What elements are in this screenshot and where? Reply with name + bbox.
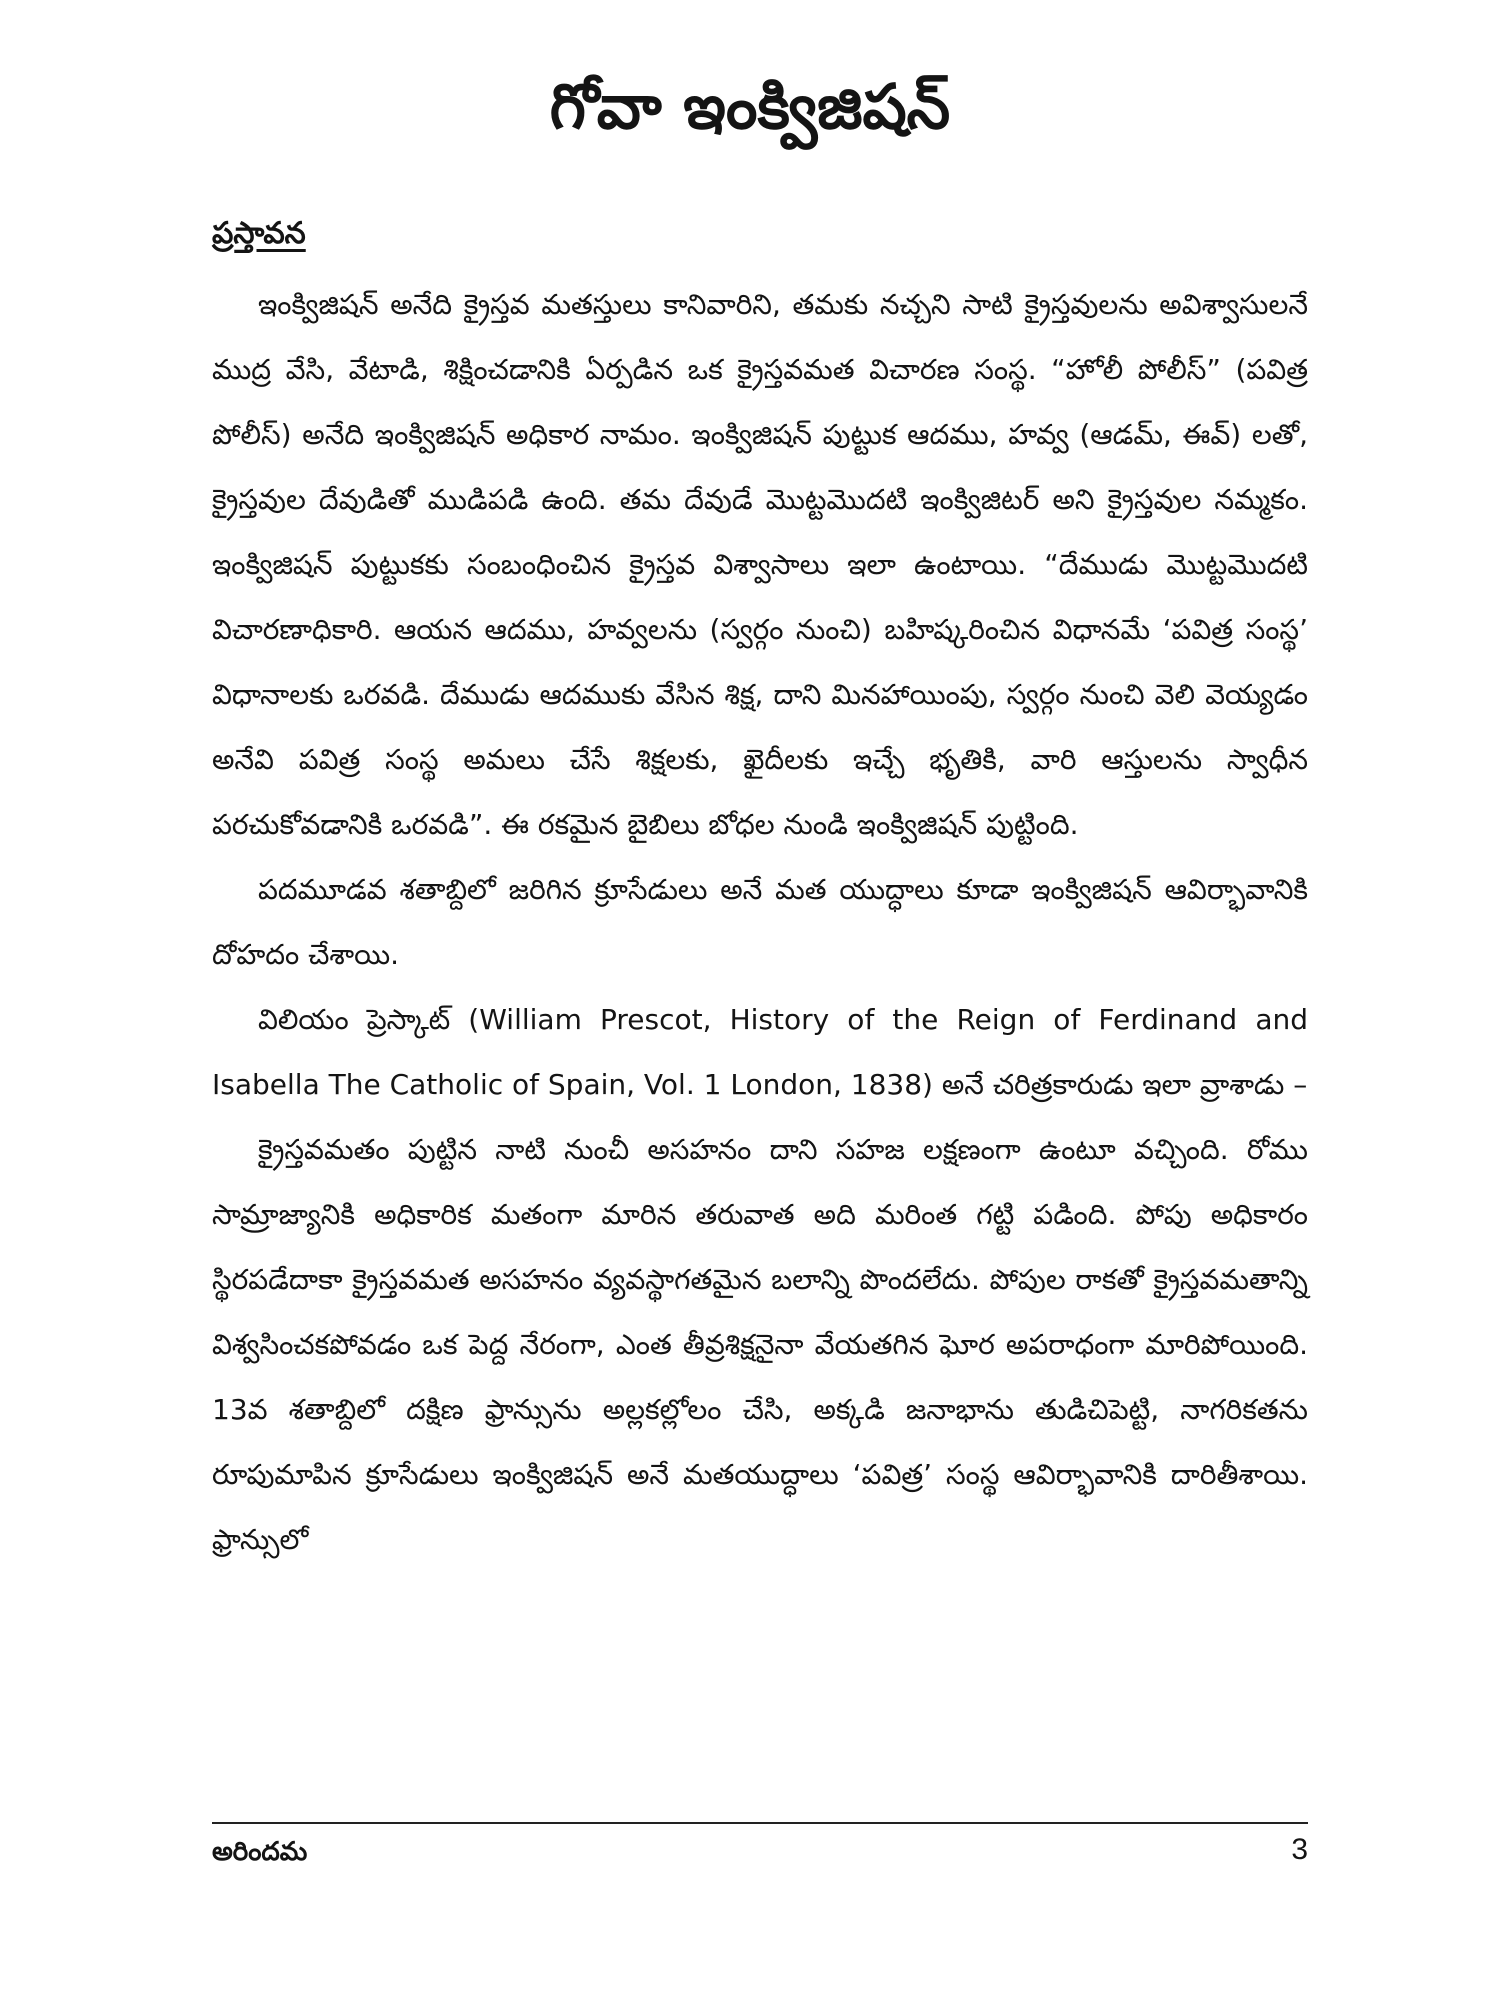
section-heading: ప్రస్తావన	[212, 216, 306, 251]
page-title: గోవా ఇంక్విజిషన్	[549, 70, 951, 143]
footer-author: అరిందమ	[212, 1837, 308, 1867]
page-number: 3	[1291, 1833, 1308, 1866]
body-text	[212, 272, 1308, 1572]
paragraph: విలియం ప్రెస్కాట్ (William Prescot, History of the Reign of Ferdinand and Isabella The Catholic of Spain, Vol. 1 London, 1838) అనే చరిత్రకారుడు ఇలా వ్రాశాడు –	[212, 1003, 1308, 1101]
paragraph: క్రైస్తవమతం పుట్టిన నాటి నుంచీ అసహనం దాని సహజ లక్షణంగా ఉంటూ వచ్చింది. రోము సామ్రాజ్యానికి అధికారిక మతంగా మారిన తరువాత అది మరింత గట్టి పడింది. పోపు అధికారం స్థిరపడేదాకా క్రైస్తవమత అసహనం వ్యవస్థాగతమైన బలాన్ని పొందలేదు. పోపుల రాకతో క్రైస్తవమతాన్ని విశ్వసించకపోవడం ఒక పెద్ద నేరంగా, ఎంత తీవ్రశిక్షనైనా వేయతగిన ఘోర అపరాధంగా మారిపోయింది. 13వ శతాబ్దిలో దక్షిణ ఫ్రాన్సును అల్లకల్లోలం చేసి, అక్కడి జనాభాను తుడిచిపెట్టి, నాగరికతను రూపుమాపిన క్రూసేడులు ఇంక్విజిషన్ అనే మతయుద్ధాలు ‘పవిత్ర’ సంస్థ ఆవిర్భావానికి దారితీశాయి. ఫ్రాన్సులో	[212, 1133, 1308, 1556]
paragraph: పదమూడవ శతాబ్దిలో జరిగిన క్రూసేడులు అనే మత యుద్ధాలు కూడా ఇంక్విజిషన్ ఆవిర్భావానికి దోహదం చేశాయి.	[212, 873, 1308, 971]
footer-divider	[212, 1822, 1308, 1824]
paragraph: ఇంక్విజిషన్ అనేది క్రైస్తవ మతస్తులు కానివారిని, తమకు నచ్చని సాటి క్రైస్తవులను అవిశ్వాసులనే ముద్ర వేసి, వేటాడి, శిక్షించడానికి ఏర్పడిన ఒక క్రైస్తవమత విచారణ సంస్థ. “హోలీ పోలీస్” (పవిత్ర పోలీస్) అనేది ఇంక్విజిషన్ అధికార నామం. ఇంక్విజిషన్ పుట్టుక ఆదము, హవ్వ (ఆడమ్, ఈవ్) లతో, క్రైస్తవుల దేవుడితో ముడిపడి ఉంది. తమ దేవుడే మొట్టమొదటి ఇంక్విజిటర్ అని క్రైస్తవుల నమ్మకం. ఇంక్విజిషన్ పుట్టుకకు సంబంధించిన క్రైస్తవ విశ్వాసాలు ఇలా ఉంటాయి. “దేముడు మొట్టమొదటి విచారణాధికారి. ఆయన ఆదము, హవ్వలను (స్వర్గం నుంచి) బహిష్కరించిన విధానమే ‘పవిత్ర సంస్థ’ విధానాలకు ఒరవడి. దేముడు ఆదముకు వేసిన శిక్ష, దాని మినహాయింపు, స్వర్గం నుంచి వెలి వెయ్యడం అనేవి పవిత్ర సంస్థ అమలు చేసే శిక్షలకు, ఖైదీలకు ఇచ్చే భృతికి, వారి ఆస్తులను స్వాధీన పరచుకోవడానికి ఒరవడి”. ఈ రకమైన బైబిలు బోధల నుండి ఇంక్విజిషన్ పుట్టింది.	[212, 288, 1308, 841]
